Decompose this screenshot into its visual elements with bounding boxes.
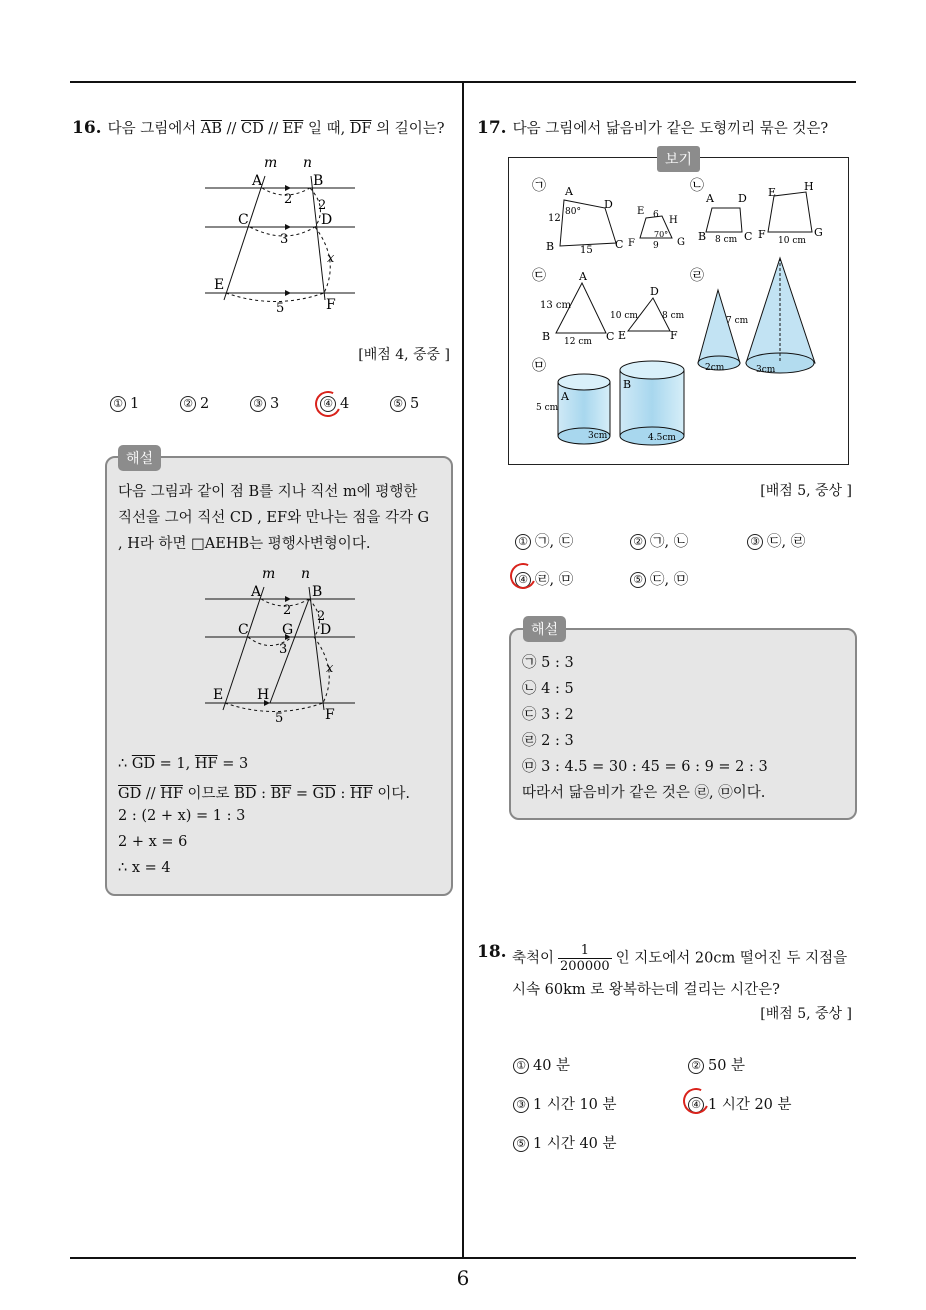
arrow-head xyxy=(285,290,291,296)
f1-label-c: C xyxy=(615,238,624,251)
q16-choice-2[interactable]: ② 2 xyxy=(180,396,209,412)
q17-sol-line-5: ㉤ 3 : 4.5 = 30 : 45 = 6 : 9 = 2 : 3 xyxy=(522,759,768,775)
f1-base2: 9 xyxy=(653,241,659,251)
label-c: C xyxy=(238,212,249,228)
f3-label-f: F xyxy=(670,329,678,342)
f1-side: 12 xyxy=(548,213,561,224)
q17-choice-4[interactable]: ④ ㉣, ㉤ xyxy=(515,568,573,589)
f2-label-c: C xyxy=(744,230,753,243)
q18-choice-4[interactable]: ④ 1 시간 20 분 xyxy=(688,1093,792,1114)
len-ef: 5 xyxy=(276,301,285,316)
q16-score: [배점 4, 중중 ] xyxy=(358,347,450,363)
len-ab: 2 xyxy=(283,603,292,618)
len-bd: 2 xyxy=(317,609,326,624)
f1-label-b: B xyxy=(546,240,555,253)
q16-choice-4[interactable]: ④ 4 xyxy=(320,396,349,412)
f2-base2: 10 cm xyxy=(778,236,806,246)
q18-choice-5[interactable]: ⑤ 1 시간 40 분 xyxy=(513,1132,617,1153)
q18-score: [배점 5, 중상 ] xyxy=(760,1006,852,1022)
f1-label-e: E xyxy=(637,206,645,217)
label-n: n xyxy=(303,155,313,171)
label-g1: ㉠ xyxy=(532,178,546,194)
f4-r1: 2cm xyxy=(705,363,725,373)
q17-sol-line-1: ㉠ 5 : 3 xyxy=(522,655,574,671)
question-number: 18. xyxy=(477,942,507,962)
f3-label-b: B xyxy=(542,330,551,343)
arrow-head xyxy=(285,224,291,230)
q17-sol-line-4: ㉣ 2 : 3 xyxy=(522,733,574,749)
f5-h: 5 cm xyxy=(536,403,559,413)
f2-label-h: H xyxy=(804,180,814,193)
q16-sol-line-2: 직선을 그어 직선 CD , EF와 만나는 점을 각각 G xyxy=(118,510,430,526)
question-17: 17. 다음 그림에서 닮음비가 같은 도형끼리 묶은 것은? xyxy=(477,118,829,138)
label-b: B xyxy=(312,584,323,600)
len-cd: 3 xyxy=(279,642,288,657)
f2-label-d: D xyxy=(738,192,747,205)
f5-r2: 4.5cm xyxy=(648,433,676,443)
label-g4: ㉣ xyxy=(690,268,704,284)
f3-label-e: E xyxy=(618,329,627,342)
f3-label-d: D xyxy=(650,285,659,298)
cylinder-large-top xyxy=(620,361,684,379)
f3-label-c: C xyxy=(606,330,615,343)
q16-choice-3[interactable]: ③ 3 xyxy=(250,396,279,412)
len-ef: 5 xyxy=(275,711,284,726)
line-n xyxy=(311,176,325,300)
f1-label-f: F xyxy=(628,238,635,249)
f4-slant: 7 cm xyxy=(726,316,749,326)
scale-fraction: $\frac{1}{200000}$ xyxy=(560,943,610,974)
arc-ef xyxy=(226,293,324,302)
label-g: G xyxy=(282,622,294,638)
column-divider xyxy=(462,82,464,1258)
question-18 xyxy=(477,942,513,962)
q18-choice-3[interactable]: ③ 1 시간 10 분 xyxy=(513,1093,617,1114)
f3-label-a: A xyxy=(579,270,587,283)
arc-ef xyxy=(225,703,323,712)
len-bd: 2 xyxy=(318,198,327,213)
f2-label-f: F xyxy=(758,228,766,241)
f2-label-a: A xyxy=(706,192,714,205)
f2-base: 8 cm xyxy=(715,235,738,245)
label-f: F xyxy=(326,297,336,313)
arrow-head xyxy=(285,596,291,602)
q17-choice-1[interactable]: ① ㉠, ㉢ xyxy=(515,530,573,551)
q17-solution-tab: 해설 xyxy=(523,616,566,642)
f4-r2: 3cm xyxy=(756,365,776,375)
q18-choice-1[interactable]: ① 40 분 xyxy=(513,1054,570,1075)
q16-choice-5[interactable]: ⑤ 5 xyxy=(390,396,419,412)
label-m: m xyxy=(262,566,276,582)
f5-label-a: A xyxy=(561,390,569,403)
q18-line-2: 시속 60km 로 왕복하는데 걸리는 시간은? xyxy=(512,982,780,998)
cylinder-small-top xyxy=(558,374,610,390)
label-g5: ㉤ xyxy=(532,358,546,374)
label-a: A xyxy=(251,584,262,600)
line-m xyxy=(224,176,265,300)
bogi-tab: 보기 xyxy=(657,146,700,172)
page-number: 6 xyxy=(456,1266,470,1290)
q18-line-1: 축척이 $\frac{1}{200000}$ 인 지도에서 20cm 떨어진 두 지점을 xyxy=(512,943,848,974)
f3-base: 12 cm xyxy=(564,337,592,347)
f1-angle2: 70° xyxy=(654,230,669,239)
f1-label-g: G xyxy=(677,237,685,248)
bogi-figures xyxy=(510,168,846,463)
q17-sol-line-6: 따라서 닮음비가 같은 것은 ㉣, ㉤이다. xyxy=(522,785,766,801)
question-number: 17. xyxy=(477,118,507,138)
q16-figure xyxy=(200,150,360,320)
label-n: n xyxy=(301,566,311,582)
f5-r1: 3cm xyxy=(588,431,608,441)
label-a: A xyxy=(252,173,263,189)
label-f: F xyxy=(325,707,335,723)
q16-sol-therefore-1: ∴ $\overline{GD} = 1$, $\overline{HF} = 3$ xyxy=(118,756,249,772)
q16-sol-eq-2: 2 + x = 6 xyxy=(118,834,188,850)
f3-side3: 8 cm xyxy=(662,311,685,321)
question-16: 16. 다음 그림에서 $\overline{AB} // \overline{CD} // \overline{EF}$ 일 때, $\overline{DF}$ 의 길이는? xyxy=(72,118,445,138)
q17-sol-line-2: ㉡ 4 : 5 xyxy=(522,681,574,697)
label-e: E xyxy=(213,687,224,703)
label-h: H xyxy=(257,687,270,703)
arrow-head xyxy=(285,185,291,191)
f2-label-e: E xyxy=(768,186,777,199)
label-m: m xyxy=(264,155,278,171)
label-c: C xyxy=(238,622,249,638)
q16-choice-1[interactable]: ① 1 xyxy=(110,396,139,412)
f3-side2: 10 cm xyxy=(610,311,638,321)
q17-choice-2[interactable]: ② ㉠, ㉡ xyxy=(630,530,688,551)
len-cd: 3 xyxy=(280,232,289,247)
q17-choice-3[interactable]: ③ ㉢, ㉣ xyxy=(747,530,805,551)
len-x: x xyxy=(326,661,334,676)
q17-score: [배점 5, 중상 ] xyxy=(760,483,852,499)
label-e: E xyxy=(214,277,225,293)
quad-abcd-2 xyxy=(706,208,742,232)
f1-top: 6 xyxy=(653,210,659,220)
bottom-rule xyxy=(70,1257,856,1259)
label-d: D xyxy=(320,622,332,638)
label-g3: ㉢ xyxy=(532,268,546,284)
f2-label-b: B xyxy=(698,230,707,243)
q16-sol-eq-1: 2 : (2 + x) = 1 : 3 xyxy=(118,808,246,824)
q16-sol-line-1: 다음 그림과 같이 점 B를 지나 직선 m에 평행한 xyxy=(118,484,418,500)
label-d: D xyxy=(321,212,333,228)
q16-sol-eq-3: ∴ x = 4 xyxy=(118,860,171,876)
f1-label-a: A xyxy=(565,185,573,198)
q16-sol-line-3: , H라 하면 □AEHB는 평행사변형이다. xyxy=(118,536,371,552)
answer-mark-icon xyxy=(311,387,344,420)
label-g2: ㉡ xyxy=(690,178,704,194)
f1-base: 15 xyxy=(580,245,593,256)
f3-side: 13 cm xyxy=(540,300,571,311)
q16-solution-tab: 해설 xyxy=(118,445,161,471)
question-number: 16. xyxy=(72,118,102,138)
q18-choice-2[interactable]: ② 50 분 xyxy=(688,1054,745,1075)
len-x: x xyxy=(327,251,335,266)
f1-angle: 80° xyxy=(565,207,581,217)
q17-choice-5[interactable]: ⑤ ㉢, ㉤ xyxy=(630,568,688,589)
len-ab: 2 xyxy=(284,192,293,207)
f5-label-b: B xyxy=(623,378,632,391)
q16-solution-figure xyxy=(200,562,360,730)
f1-label-d: D xyxy=(604,198,613,211)
f1-label-h: H xyxy=(669,215,678,226)
q17-sol-line-3: ㉢ 3 : 2 xyxy=(522,707,574,723)
cone-small xyxy=(698,290,740,363)
q16-sol-ratio: $\overline{GD} // \overline{HF}$ 이므로 $\overline{BD}$ : $\overline{BF} = \overline{GD}$ : $\overline{HF}$ 이다. xyxy=(118,786,410,802)
f2-label-g: G xyxy=(814,226,823,239)
label-b: B xyxy=(313,173,324,189)
